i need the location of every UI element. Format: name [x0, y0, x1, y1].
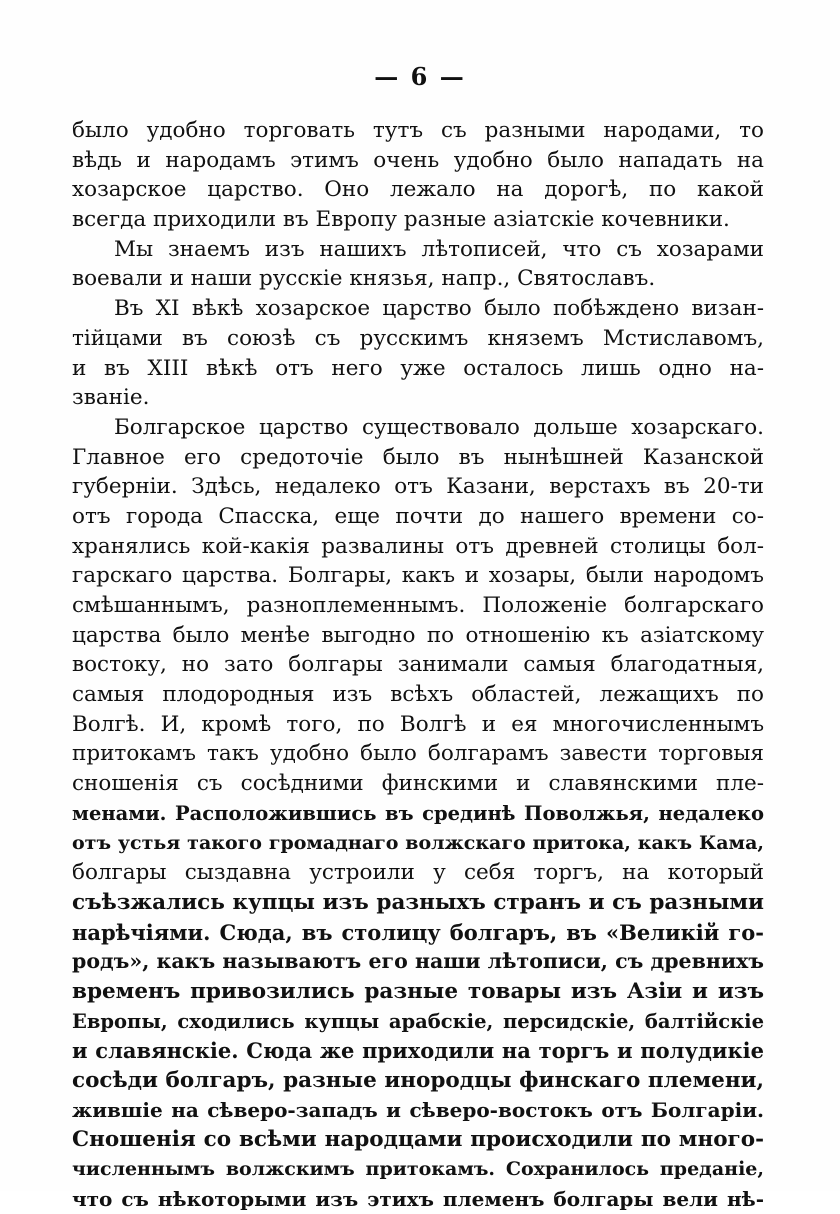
text-line: жившіе на сѣверо-западъ и сѣверо-востокъ отъ Болгаріи.: [72, 1097, 764, 1122]
text-line: Мы знаемъ изъ нашихъ лѣтописей, что съ хозарами: [114, 236, 764, 262]
text-line: съѣзжались купцы изъ разныхъ странъ и съ разными: [72, 889, 764, 915]
text-line: смѣшаннымъ, разноплеменнымъ. Положеніе болгарскаго: [72, 593, 764, 618]
body-text: [72, 116, 764, 1214]
text-line: Европы, сходились купцы арабскіе, персидскіе, балтійскіе: [72, 1009, 764, 1033]
text-line: было удобно торговать тутъ съ разными народами, то: [72, 118, 764, 143]
text-line: Волгѣ. И, кромѣ того, по Волгѣ и ея многочисленнымъ: [72, 711, 764, 737]
text-line: отъ устья такого громаднаго волжскаго притока, какъ Кама,: [72, 831, 764, 854]
text-line: царства было менѣе выгодно по отношенію къ азіатскому: [72, 622, 764, 648]
text-line: родъ», какъ называютъ его наши лѣтописи, съ древнихъ: [72, 949, 764, 974]
text-line: губерніи. Здѣсь, недалеко отъ Казани, верстахъ въ 20-ти: [72, 474, 764, 500]
text-line: вѣдь и народамъ этимъ очень удобно было нападать на: [72, 147, 764, 173]
text-line: болгары сыздавна устроили у себя торгъ, на который: [72, 860, 764, 886]
text-line: Болгарское царство существовало дольше хозарскаго.: [114, 414, 764, 440]
text-line: самыя плодородныя изъ всѣхъ областей, лежащихъ по: [72, 682, 764, 708]
text-line: воевали и наши русскіе князья, напр., Святославъ.: [72, 266, 656, 292]
text-line: Въ XI вѣкѣ хозарское царство было побѣждено визан-: [114, 296, 764, 322]
text-line: менами. Расположившись въ срединѣ Поволжья, недалеко: [72, 801, 764, 825]
text-line: нарѣчіями. Сюда, въ столицу болгаръ, въ «Великій го-: [72, 919, 764, 945]
text-line: всегда приходили въ Европу разные азіатскіе кочевники.: [72, 207, 730, 233]
text-line: и славянскіе. Сюда же приходили на торгъ и полудикіе: [72, 1038, 764, 1064]
text-line: востоку, но зато болгары занимали самыя благодатныя,: [72, 652, 764, 678]
text-line: отъ города Спасска, еще почти до нашего времени со-: [72, 503, 764, 529]
text-line: тійцами въ союзѣ съ русскимъ княземъ Мстиславомъ,: [72, 325, 764, 351]
text-line: численнымъ волжскимъ притокамъ. Сохранилось преданіе,: [72, 1158, 764, 1181]
text-line: Сношенія со всѣми народцами происходили по много-: [72, 1127, 764, 1153]
page-number: — 6 —: [374, 62, 466, 91]
text-line: сношенія съ сосѣдними финскими и славянскими пле-: [72, 771, 764, 797]
text-line: званіе.: [72, 385, 150, 411]
text-line: хозарское царство. Оно лежало на дорогѣ, по какой: [72, 177, 764, 203]
text-line: сосѣди болгаръ, разные инородцы финскаго племени,: [72, 1068, 764, 1093]
text-line: и въ XIII вѣкѣ отъ него уже осталось лишь одно на-: [72, 355, 764, 381]
text-line: что съ нѣкоторыми изъ этихъ племенъ болгары вели нѣ-: [72, 1186, 764, 1211]
text-line: хранялись кой-какія развалины отъ древней столицы бол-: [72, 533, 764, 559]
text-line: временъ привозились разные товары изъ Азіи и изъ: [72, 978, 764, 1004]
text-line: притокамъ такъ удобно было болгарамъ завести торговыя: [72, 741, 764, 767]
text-line: гарскаго царства. Болгары, какъ и хозары, были народомъ: [72, 563, 764, 589]
text-line: Главное его средоточіе было въ нынѣшней Казанской: [72, 444, 764, 470]
